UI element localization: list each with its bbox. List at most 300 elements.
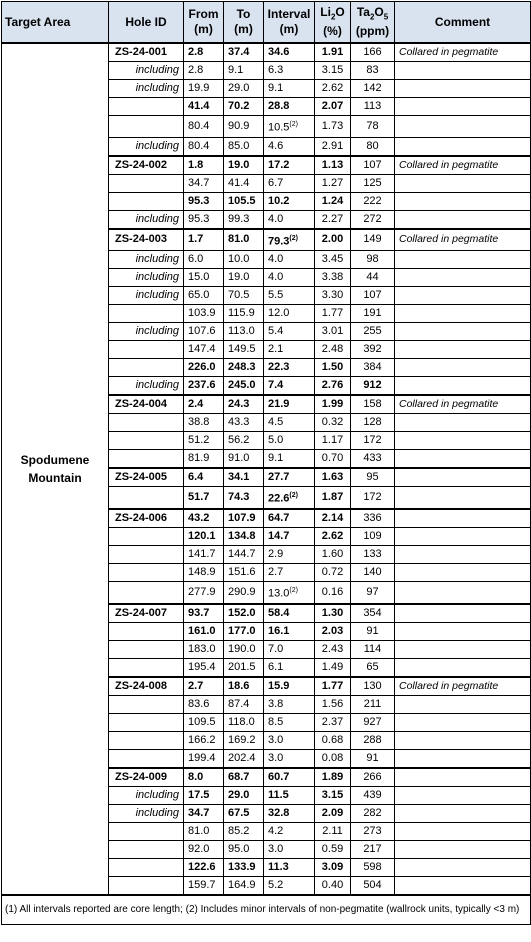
header-from-label: From bbox=[188, 7, 219, 21]
interval-cell bbox=[264, 768, 315, 787]
to-cell: 134.8 bbox=[224, 527, 264, 545]
comment-cell bbox=[395, 305, 531, 323]
to-cell: 115.9 bbox=[224, 305, 264, 323]
from-cell: 103.9 bbox=[184, 305, 224, 323]
to-cell: 29.0 bbox=[224, 786, 264, 804]
including-label bbox=[109, 658, 184, 677]
to-cell: 24.3 bbox=[224, 395, 264, 414]
ta2o5-cell: 912 bbox=[351, 377, 395, 396]
comment-cell bbox=[395, 414, 531, 432]
including-label bbox=[109, 695, 184, 713]
interval-value: 4.6 bbox=[268, 139, 284, 152]
comment-cell: Collared in pegmatite bbox=[395, 395, 531, 414]
interval-cell bbox=[264, 98, 315, 116]
from-cell: 166.2 bbox=[184, 731, 224, 749]
interval-cell bbox=[264, 341, 315, 359]
interval-cell bbox=[264, 229, 315, 251]
from-cell: 83.6 bbox=[184, 695, 224, 713]
ta2o5-cell: 158 bbox=[351, 395, 395, 414]
interval-cell bbox=[264, 305, 315, 323]
interval-value: 4.2 bbox=[268, 824, 284, 837]
to-cell: 164.9 bbox=[224, 876, 264, 895]
to-cell: 113.0 bbox=[224, 323, 264, 341]
comment-cell bbox=[395, 137, 531, 156]
interval-value: 5.2 bbox=[268, 878, 284, 891]
header-li2o bbox=[315, 2, 351, 44]
comment-cell bbox=[395, 359, 531, 377]
from-cell: 2.7 bbox=[184, 677, 224, 696]
from-cell: 277.9 bbox=[184, 581, 224, 603]
comment-cell bbox=[395, 840, 531, 858]
interval-value: 34.6 bbox=[268, 46, 290, 58]
including-label bbox=[109, 822, 184, 840]
comment-cell bbox=[395, 287, 531, 305]
ta2o5-cell: 211 bbox=[351, 695, 395, 713]
including-label bbox=[109, 192, 184, 210]
including-label bbox=[109, 622, 184, 640]
header-interval-unit: (m) bbox=[279, 22, 299, 36]
hole-id-cell: ZS-24-002 bbox=[109, 156, 184, 175]
to-cell: 245.0 bbox=[224, 377, 264, 396]
ta2o5-cell: 172 bbox=[351, 487, 395, 509]
including-label: including bbox=[109, 377, 184, 396]
interval-cell bbox=[264, 137, 315, 156]
ta2o5-cell: 95 bbox=[351, 468, 395, 487]
to-cell: 29.0 bbox=[224, 80, 264, 98]
interval-cell bbox=[264, 677, 315, 696]
from-cell: 15.0 bbox=[184, 269, 224, 287]
comment-cell bbox=[395, 731, 531, 749]
interval-cell bbox=[264, 695, 315, 713]
including-label bbox=[109, 305, 184, 323]
to-cell: 85.2 bbox=[224, 822, 264, 840]
li2o-cell: 0.68 bbox=[315, 731, 351, 749]
including-label bbox=[109, 858, 184, 876]
interval-cell bbox=[264, 840, 315, 858]
hole-id-cell: ZS-24-003 bbox=[109, 229, 184, 251]
interval-value: 11.5 bbox=[268, 788, 289, 801]
comment-cell bbox=[395, 450, 531, 469]
comment-cell bbox=[395, 713, 531, 731]
interval-value: 5.0 bbox=[268, 434, 284, 447]
interval-value: 12.0 bbox=[268, 307, 290, 320]
comment-cell bbox=[395, 468, 531, 487]
interval-value: 32.8 bbox=[268, 806, 290, 819]
ta2o5-cell: 128 bbox=[351, 414, 395, 432]
li2o-cell: 3.15 bbox=[315, 62, 351, 80]
hole-id-cell: ZS-24-007 bbox=[109, 604, 184, 623]
interval-cell bbox=[264, 804, 315, 822]
comment-cell bbox=[395, 432, 531, 450]
interval-cell bbox=[264, 62, 315, 80]
to-cell: 68.7 bbox=[224, 768, 264, 787]
interval-value: 10.5 bbox=[268, 121, 290, 134]
from-cell: 161.0 bbox=[184, 622, 224, 640]
including-label: including bbox=[109, 210, 184, 229]
from-cell: 38.8 bbox=[184, 414, 224, 432]
interval-cell bbox=[264, 858, 315, 876]
from-cell: 34.7 bbox=[184, 804, 224, 822]
including-label: including bbox=[109, 323, 184, 341]
comment-cell bbox=[395, 62, 531, 80]
including-label: including bbox=[109, 251, 184, 269]
interval-footnote-marker: (2) bbox=[289, 586, 298, 594]
interval-value: 2.1 bbox=[268, 343, 284, 356]
comment-cell: Collared in pegmatite bbox=[395, 229, 531, 251]
li2o-cell: 1.73 bbox=[315, 116, 351, 138]
from-cell: 34.7 bbox=[184, 174, 224, 192]
ta2o5-cell: 107 bbox=[351, 156, 395, 175]
including-label bbox=[109, 487, 184, 509]
to-cell: 201.5 bbox=[224, 658, 264, 677]
interval-value: 22.3 bbox=[268, 361, 290, 374]
li2o-cell: 2.09 bbox=[315, 804, 351, 822]
to-cell: 152.0 bbox=[224, 604, 264, 623]
header-to bbox=[224, 2, 264, 44]
ta2o5-cell: 166 bbox=[351, 43, 395, 62]
from-cell: 81.0 bbox=[184, 822, 224, 840]
comment-cell bbox=[395, 822, 531, 840]
ta2o5-cell: 97 bbox=[351, 581, 395, 603]
li2o-cell: 1.49 bbox=[315, 658, 351, 677]
from-cell: 199.4 bbox=[184, 749, 224, 768]
interval-cell bbox=[264, 822, 315, 840]
interval-value: 2.7 bbox=[268, 565, 284, 578]
li2o-cell: 3.01 bbox=[315, 323, 351, 341]
interval-cell bbox=[264, 658, 315, 677]
ta2o5-cell: 255 bbox=[351, 323, 395, 341]
interval-value: 28.8 bbox=[268, 100, 290, 112]
interval-value: 22.6 bbox=[268, 492, 290, 505]
ta2o5-cell: 44 bbox=[351, 269, 395, 287]
comment-cell bbox=[395, 80, 531, 98]
table-header bbox=[2, 2, 531, 44]
interval-value: 3.0 bbox=[268, 842, 284, 855]
interval-cell bbox=[264, 43, 315, 62]
interval-cell bbox=[264, 359, 315, 377]
header-to-unit: (m) bbox=[234, 22, 253, 36]
li2o-cell: 1.27 bbox=[315, 174, 351, 192]
from-cell: 51.2 bbox=[184, 432, 224, 450]
from-cell: 1.7 bbox=[184, 229, 224, 251]
interval-cell bbox=[264, 487, 315, 509]
comment-cell bbox=[395, 658, 531, 677]
from-cell: 51.7 bbox=[184, 487, 224, 509]
li2o-cell: 2.11 bbox=[315, 822, 351, 840]
from-cell: 122.6 bbox=[184, 858, 224, 876]
interval-value: 3.0 bbox=[268, 733, 284, 746]
to-cell: 99.3 bbox=[224, 210, 264, 229]
li2o-cell: 1.89 bbox=[315, 768, 351, 787]
to-cell: 202.4 bbox=[224, 749, 264, 768]
including-label: including bbox=[109, 62, 184, 80]
li2o-cell: 1.24 bbox=[315, 192, 351, 210]
from-cell: 80.4 bbox=[184, 137, 224, 156]
li2o-cell: 0.16 bbox=[315, 581, 351, 603]
comment-cell bbox=[395, 98, 531, 116]
ta2o5-cell: 266 bbox=[351, 768, 395, 787]
including-label bbox=[109, 98, 184, 116]
interval-value: 5.5 bbox=[268, 289, 284, 302]
interval-cell bbox=[264, 545, 315, 563]
from-cell: 195.4 bbox=[184, 658, 224, 677]
comment-cell bbox=[395, 545, 531, 563]
interval-footnote-marker: (2) bbox=[289, 234, 298, 242]
including-label bbox=[109, 563, 184, 581]
including-label: including bbox=[109, 269, 184, 287]
ta2o5-cell: 392 bbox=[351, 341, 395, 359]
interval-cell bbox=[264, 876, 315, 895]
from-cell: 2.8 bbox=[184, 43, 224, 62]
li2o-cell: 1.91 bbox=[315, 43, 351, 62]
ta2o5-cell: 83 bbox=[351, 62, 395, 80]
li2o-cell: 2.03 bbox=[315, 622, 351, 640]
interval-cell bbox=[264, 192, 315, 210]
li2o-cell: 1.77 bbox=[315, 305, 351, 323]
ta2o5-cell: 78 bbox=[351, 116, 395, 138]
from-cell: 107.6 bbox=[184, 323, 224, 341]
ta2o5-cell: 65 bbox=[351, 658, 395, 677]
ta2o5-cell: 140 bbox=[351, 563, 395, 581]
interval-cell bbox=[264, 269, 315, 287]
li2o-cell: 1.13 bbox=[315, 156, 351, 175]
ta2o5-cell: 133 bbox=[351, 545, 395, 563]
li2o-cell: 1.17 bbox=[315, 432, 351, 450]
including-label bbox=[109, 341, 184, 359]
header-interval bbox=[264, 2, 315, 44]
comment-cell bbox=[395, 341, 531, 359]
header-li2o-unit: (%) bbox=[323, 24, 342, 39]
interval-value: 16.1 bbox=[268, 624, 290, 637]
to-cell: 67.5 bbox=[224, 804, 264, 822]
table-footnote: (1) All intervals reported are core length; (2) Includes minor intervals of non-pegmatite (wallrock units, typically <3 m) bbox=[2, 895, 531, 925]
comment-cell bbox=[395, 210, 531, 229]
comment-cell bbox=[395, 876, 531, 895]
interval-cell bbox=[264, 377, 315, 396]
li2o-cell: 2.48 bbox=[315, 341, 351, 359]
comment-cell bbox=[395, 116, 531, 138]
interval-value: 6.7 bbox=[268, 176, 284, 189]
comment-cell bbox=[395, 604, 531, 623]
to-cell: 19.0 bbox=[224, 269, 264, 287]
interval-footnote-marker: (2) bbox=[289, 121, 298, 128]
from-cell: 183.0 bbox=[184, 640, 224, 658]
from-cell: 92.0 bbox=[184, 840, 224, 858]
ta2o5-cell: 109 bbox=[351, 527, 395, 545]
comment-cell bbox=[395, 622, 531, 640]
hole-id-cell: ZS-24-009 bbox=[109, 768, 184, 787]
including-label bbox=[109, 359, 184, 377]
to-cell: 74.3 bbox=[224, 487, 264, 509]
li2o-cell: 3.09 bbox=[315, 858, 351, 876]
ta2o5-cell: 113 bbox=[351, 98, 395, 116]
ta2o5-cell: 98 bbox=[351, 251, 395, 269]
ta2o5-cell: 91 bbox=[351, 749, 395, 768]
interval-value: 4.0 bbox=[268, 271, 284, 284]
to-cell: 43.3 bbox=[224, 414, 264, 432]
ta2o5-cell: 598 bbox=[351, 858, 395, 876]
header-target-area: Target Area bbox=[2, 2, 109, 44]
interval-cell bbox=[264, 786, 315, 804]
interval-value: 27.7 bbox=[268, 471, 290, 484]
interval-value: 11.3 bbox=[268, 860, 289, 873]
header-li2o-label: $Li_2O$ bbox=[320, 4, 345, 22]
interval-value: 6.3 bbox=[268, 64, 284, 76]
including-label: including bbox=[109, 786, 184, 804]
li2o-cell: 3.15 bbox=[315, 786, 351, 804]
li2o-cell: 1.77 bbox=[315, 677, 351, 696]
interval-value: 7.4 bbox=[268, 379, 284, 392]
interval-value: 79.3 bbox=[268, 235, 290, 248]
to-cell: 190.0 bbox=[224, 640, 264, 658]
interval-cell bbox=[264, 210, 315, 229]
from-cell: 95.3 bbox=[184, 192, 224, 210]
to-cell: 37.4 bbox=[224, 43, 264, 62]
ta2o5-cell: 439 bbox=[351, 786, 395, 804]
ta2o5-cell: 217 bbox=[351, 840, 395, 858]
interval-cell bbox=[264, 432, 315, 450]
li2o-cell: 2.43 bbox=[315, 640, 351, 658]
from-cell: 17.5 bbox=[184, 786, 224, 804]
including-label: including bbox=[109, 80, 184, 98]
from-cell: 93.7 bbox=[184, 604, 224, 623]
header-ta2o5-label: $Ta_2O_5$ bbox=[356, 4, 389, 22]
li2o-cell: 2.07 bbox=[315, 98, 351, 116]
header-ta2o5-unit: (ppm) bbox=[355, 24, 390, 39]
interval-value: 60.7 bbox=[268, 770, 290, 783]
comment-cell bbox=[395, 487, 531, 509]
ta2o5-cell: 80 bbox=[351, 137, 395, 156]
to-cell: 177.0 bbox=[224, 622, 264, 640]
interval-value: 10.2 bbox=[268, 194, 290, 207]
interval-cell bbox=[264, 395, 315, 414]
from-cell: 159.7 bbox=[184, 876, 224, 895]
li2o-cell: 1.60 bbox=[315, 545, 351, 563]
to-cell: 10.0 bbox=[224, 251, 264, 269]
li2o-cell: 2.37 bbox=[315, 713, 351, 731]
li2o-cell: 0.40 bbox=[315, 876, 351, 895]
interval-value: 3.0 bbox=[268, 751, 284, 764]
including-label bbox=[109, 581, 184, 603]
to-cell: 105.5 bbox=[224, 192, 264, 210]
ta2o5-cell: 336 bbox=[351, 509, 395, 528]
interval-cell bbox=[264, 731, 315, 749]
to-cell: 95.0 bbox=[224, 840, 264, 858]
interval-value: 8.5 bbox=[268, 715, 284, 728]
ta2o5-cell: 130 bbox=[351, 677, 395, 696]
including-label bbox=[109, 450, 184, 469]
to-cell: 19.0 bbox=[224, 156, 264, 175]
comment-cell bbox=[395, 192, 531, 210]
to-cell: 81.0 bbox=[224, 229, 264, 251]
interval-value: 3.8 bbox=[268, 697, 284, 710]
li2o-cell: 3.45 bbox=[315, 251, 351, 269]
including-label bbox=[109, 545, 184, 563]
interval-cell bbox=[264, 174, 315, 192]
interval-value: 9.1 bbox=[268, 452, 284, 465]
interval-cell bbox=[264, 450, 315, 469]
to-cell: 169.2 bbox=[224, 731, 264, 749]
including-label bbox=[109, 640, 184, 658]
comment-cell bbox=[395, 174, 531, 192]
comment-cell bbox=[395, 804, 531, 822]
hole-id-cell: ZS-24-006 bbox=[109, 509, 184, 528]
ta2o5-cell: 273 bbox=[351, 822, 395, 840]
to-cell: 41.4 bbox=[224, 174, 264, 192]
interval-value: 21.9 bbox=[268, 398, 290, 411]
interval-cell bbox=[264, 640, 315, 658]
interval-cell bbox=[264, 251, 315, 269]
ta2o5-cell: 191 bbox=[351, 305, 395, 323]
interval-value: 6.1 bbox=[268, 660, 284, 673]
hole-id-cell: ZS-24-005 bbox=[109, 468, 184, 487]
including-label bbox=[109, 174, 184, 192]
interval-footnote-marker: (2) bbox=[289, 492, 298, 500]
from-cell: 109.5 bbox=[184, 713, 224, 731]
including-label: including bbox=[109, 287, 184, 305]
header-from bbox=[184, 2, 224, 44]
interval-cell bbox=[264, 581, 315, 603]
header-hole-id: Hole ID bbox=[109, 2, 184, 44]
to-cell: 70.2 bbox=[224, 98, 264, 116]
interval-cell bbox=[264, 156, 315, 175]
comment-cell bbox=[395, 768, 531, 787]
ta2o5-cell: 384 bbox=[351, 359, 395, 377]
li2o-cell: 2.14 bbox=[315, 509, 351, 528]
interval-cell bbox=[264, 604, 315, 623]
li2o-cell: 1.56 bbox=[315, 695, 351, 713]
li2o-cell: 1.63 bbox=[315, 468, 351, 487]
interval-value: 4.5 bbox=[268, 416, 284, 429]
li2o-cell: 0.08 bbox=[315, 749, 351, 768]
interval-value: 64.7 bbox=[268, 511, 290, 524]
from-cell: 1.8 bbox=[184, 156, 224, 175]
interval-cell bbox=[264, 468, 315, 487]
to-cell: 144.7 bbox=[224, 545, 264, 563]
header-comment: Comment bbox=[395, 2, 531, 44]
comment-cell bbox=[395, 269, 531, 287]
comment-cell bbox=[395, 786, 531, 804]
interval-cell bbox=[264, 713, 315, 731]
interval-cell bbox=[264, 749, 315, 768]
comment-cell: Collared in pegmatite bbox=[395, 156, 531, 175]
ta2o5-cell: 114 bbox=[351, 640, 395, 658]
to-cell: 9.1 bbox=[224, 62, 264, 80]
ta2o5-cell: 149 bbox=[351, 229, 395, 251]
interval-cell bbox=[264, 323, 315, 341]
comment-cell: Collared in pegmatite bbox=[395, 677, 531, 696]
comment-cell bbox=[395, 323, 531, 341]
header-interval-label: Interval bbox=[267, 7, 311, 21]
li2o-cell: 3.38 bbox=[315, 269, 351, 287]
interval-value: 13.0 bbox=[268, 587, 290, 600]
li2o-cell: 2.00 bbox=[315, 229, 351, 251]
interval-value: 14.7 bbox=[268, 529, 290, 542]
from-cell: 147.4 bbox=[184, 341, 224, 359]
ta2o5-cell: 272 bbox=[351, 210, 395, 229]
including-label bbox=[109, 527, 184, 545]
comment-cell bbox=[395, 377, 531, 396]
to-cell: 248.3 bbox=[224, 359, 264, 377]
ta2o5-cell: 142 bbox=[351, 80, 395, 98]
to-cell: 18.6 bbox=[224, 677, 264, 696]
comment-cell bbox=[395, 527, 531, 545]
to-cell: 118.0 bbox=[224, 713, 264, 731]
comment-cell bbox=[395, 749, 531, 768]
ta2o5-cell: 288 bbox=[351, 731, 395, 749]
interval-cell bbox=[264, 287, 315, 305]
from-cell: 120.1 bbox=[184, 527, 224, 545]
